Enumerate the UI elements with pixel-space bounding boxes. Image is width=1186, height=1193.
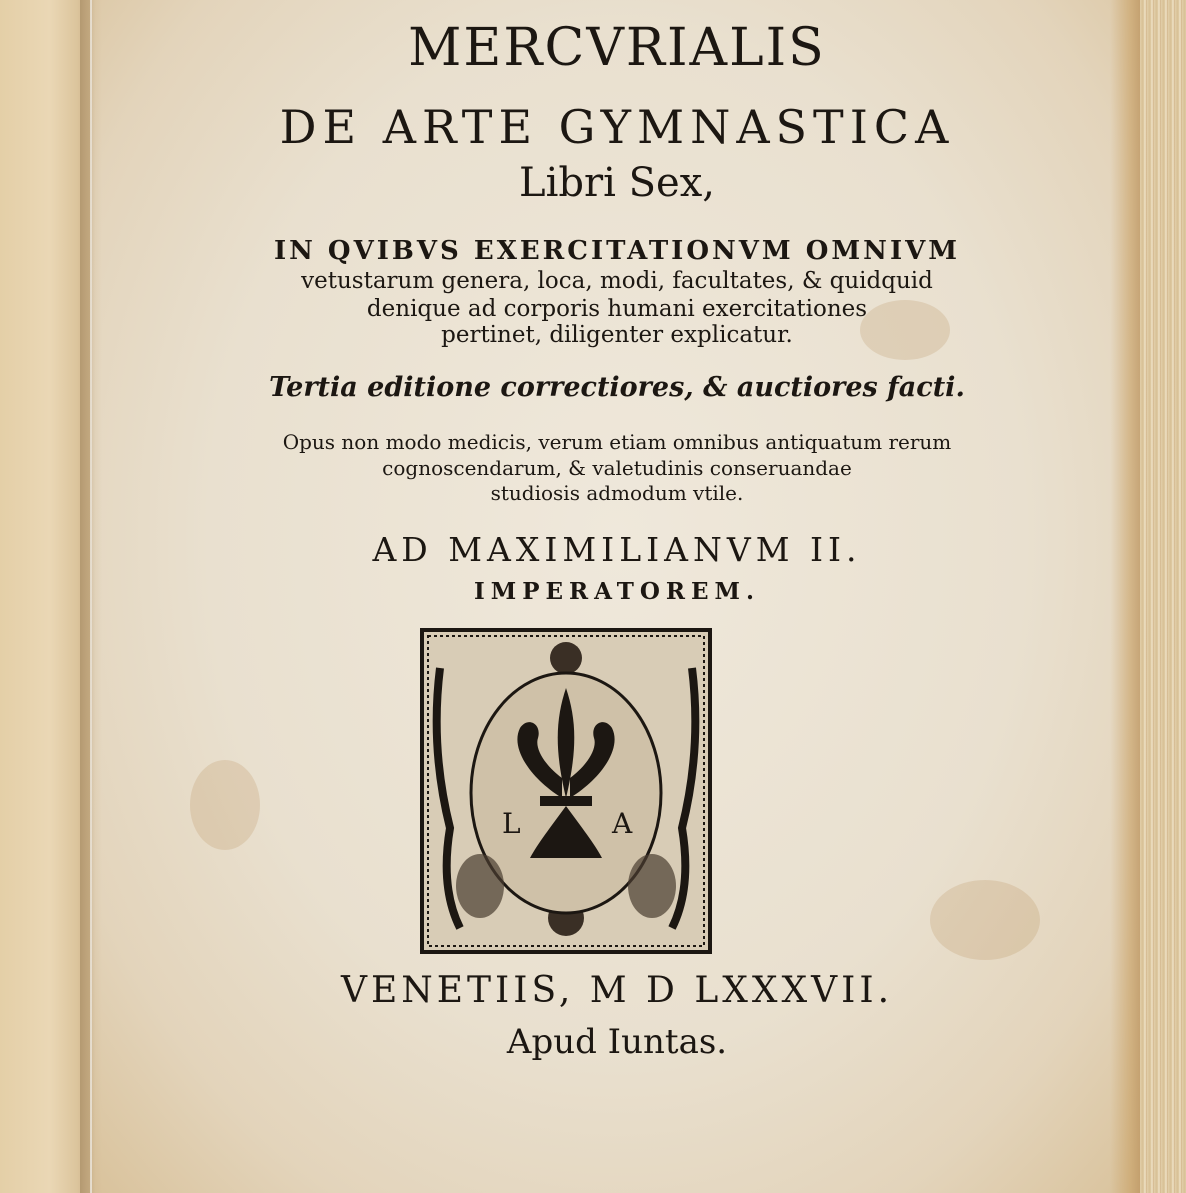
stacked-leaves xyxy=(1140,0,1186,1193)
book-title: DE ARTE GYMNASTICA xyxy=(279,100,955,154)
foxing-stain xyxy=(930,880,1040,960)
description-line: denique ad corporis humani exercitationes xyxy=(366,296,868,322)
edition-note: Tertia editione correctiores, & auctiores facti. xyxy=(269,372,965,403)
audience-line: cognoscendarum, & valetudinis conseruandae xyxy=(382,456,852,480)
audience-line: Opus non modo medicis, verum etiam omnibus antiquatum rerum xyxy=(282,430,952,454)
printer-device-woodcut xyxy=(420,628,712,954)
place-and-date: VENETIIS, M D LXXXVII. xyxy=(340,970,894,1011)
publisher: Apud Iuntas. xyxy=(506,1022,728,1062)
dedication-title: IMPERATOREM. xyxy=(473,578,760,605)
device-letter-a: A xyxy=(612,807,633,840)
author-name: MERCVRIALIS xyxy=(408,18,826,78)
audience-line: studiosis admodum vtile. xyxy=(490,481,744,505)
device-letter-l: L xyxy=(502,807,521,840)
description-line: vetustarum genera, loca, modi, facultates, & quidquid xyxy=(301,268,933,294)
dedication: AD MAXIMILIANVM II. xyxy=(372,530,862,569)
subtitle-caps: IN QVIBVS EXERCITATIONVM OMNIVM xyxy=(273,236,961,266)
left-page-edge xyxy=(0,0,90,1193)
books-count: Libri Sex, xyxy=(519,160,715,206)
foxing-stain xyxy=(190,760,260,850)
mask-ornament xyxy=(550,642,582,674)
description-line: pertinet, diligenter explicatur. xyxy=(441,322,793,348)
